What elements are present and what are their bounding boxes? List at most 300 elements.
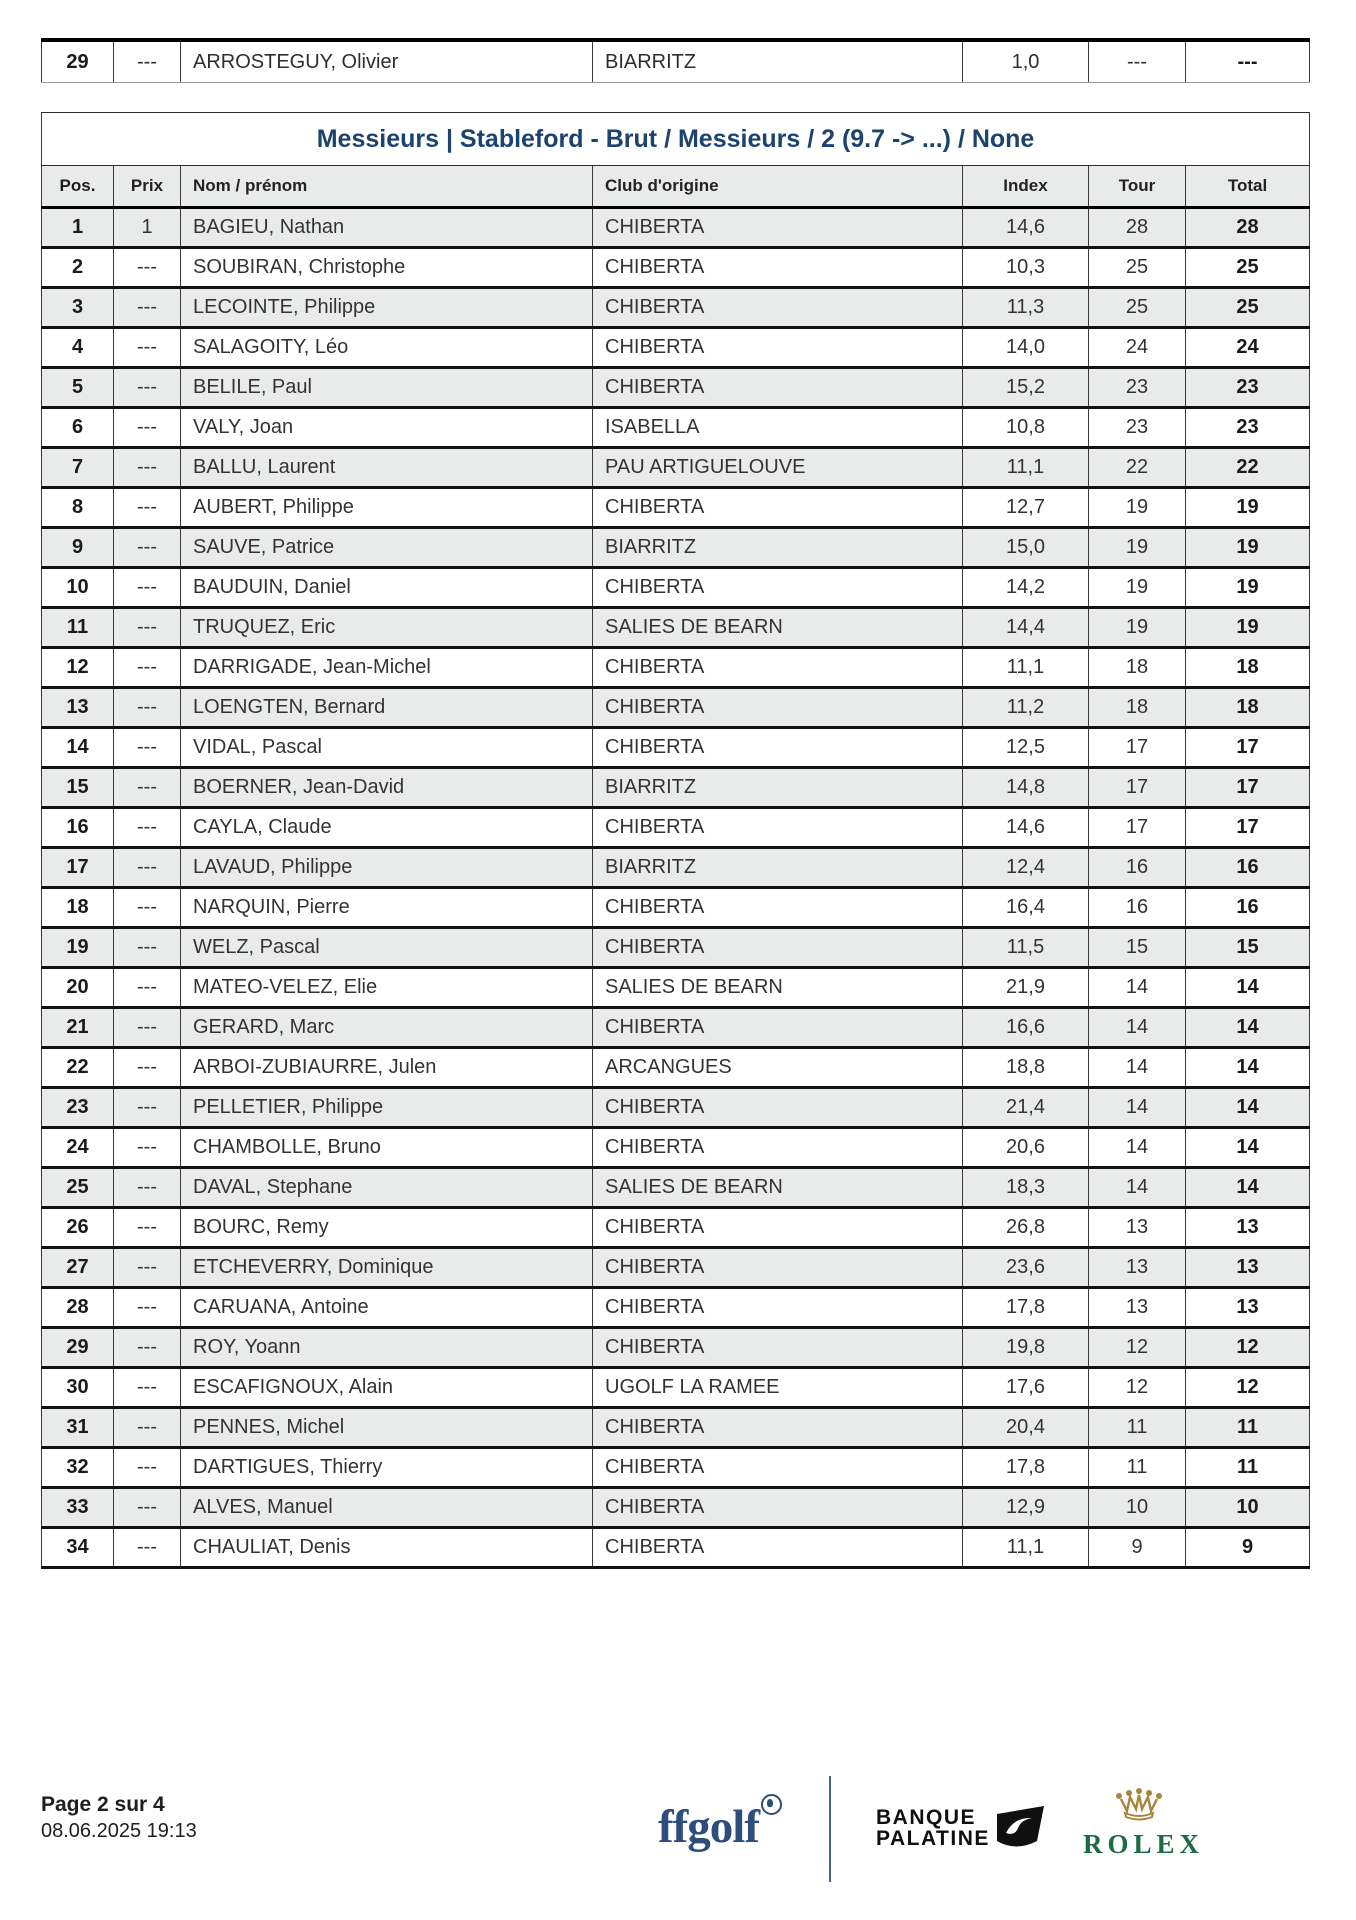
prix-cell: --- (114, 488, 181, 528)
tour-cell: 25 (1089, 248, 1186, 288)
prix-cell: --- (114, 1488, 181, 1528)
total-cell: 16 (1186, 848, 1310, 888)
table-row (42, 40, 1310, 83)
table-row (42, 1528, 1310, 1568)
total-cell: 19 (1186, 528, 1310, 568)
index-cell: 11,5 (963, 928, 1089, 968)
club-cell: CHIBERTA (593, 1248, 963, 1288)
club-cell: BIARRITZ (593, 848, 963, 888)
club-cell: CHIBERTA (593, 1088, 963, 1128)
total-cell: 14 (1186, 968, 1310, 1008)
index-cell: 20,6 (963, 1128, 1089, 1168)
tour-cell: 17 (1089, 728, 1186, 768)
pos-cell: 33 (42, 1488, 114, 1528)
tour-cell: 19 (1089, 488, 1186, 528)
pos-cell: 15 (42, 768, 114, 808)
prix-cell: --- (114, 448, 181, 488)
prix-cell: 1 (114, 208, 181, 248)
previous-ranking-table (41, 38, 1310, 83)
pos-cell: 4 (42, 328, 114, 368)
index-cell: 16,6 (963, 1008, 1089, 1048)
tour-cell: 24 (1089, 328, 1186, 368)
prix-cell: --- (114, 648, 181, 688)
total-cell: 14 (1186, 1168, 1310, 1208)
prix-cell: --- (114, 608, 181, 648)
pos-cell: 19 (42, 928, 114, 968)
index-cell: 10,3 (963, 248, 1089, 288)
club-cell: SALIES DE BEARN (593, 608, 963, 648)
prix-cell: --- (114, 248, 181, 288)
tour-cell: 13 (1089, 1288, 1186, 1328)
table-row (42, 1408, 1310, 1448)
table-row (42, 808, 1310, 848)
index-cell: 14,8 (963, 768, 1089, 808)
tour-cell: 17 (1089, 768, 1186, 808)
tour-cell: 12 (1089, 1368, 1186, 1408)
pos-cell: 28 (42, 1288, 114, 1328)
club-cell: CHIBERTA (593, 1008, 963, 1048)
table-row (42, 248, 1310, 288)
index-cell: 14,0 (963, 328, 1089, 368)
prix-cell: --- (114, 728, 181, 768)
tour-cell: 23 (1089, 368, 1186, 408)
total-cell: 12 (1186, 1328, 1310, 1368)
index-cell: 12,9 (963, 1488, 1089, 1528)
total-cell: 25 (1186, 248, 1310, 288)
header-index: Index (963, 166, 1089, 208)
tour-cell: 15 (1089, 928, 1186, 968)
tour-cell: 9 (1089, 1528, 1186, 1568)
pos-cell: 32 (42, 1448, 114, 1488)
club-cell: CHIBERTA (593, 888, 963, 928)
name-cell: DAVAL, Stephane (181, 1168, 593, 1208)
table-row (42, 408, 1310, 448)
total-cell: 23 (1186, 368, 1310, 408)
index-cell: 12,4 (963, 848, 1089, 888)
name-cell: GERARD, Marc (181, 1008, 593, 1048)
total-cell: 10 (1186, 1488, 1310, 1528)
club-cell: UGOLF LA RAMEE (593, 1368, 963, 1408)
name-cell: ALVES, Manuel (181, 1488, 593, 1528)
pos-cell: 12 (42, 648, 114, 688)
tour-cell: 12 (1089, 1328, 1186, 1368)
prix-cell: --- (114, 1008, 181, 1048)
index-cell: 18,8 (963, 1048, 1089, 1088)
index-cell: 14,4 (963, 608, 1089, 648)
pos-cell: 29 (42, 40, 114, 83)
name-cell: LOENGTEN, Bernard (181, 688, 593, 728)
total-cell: 25 (1186, 288, 1310, 328)
tour-cell: 22 (1089, 448, 1186, 488)
ffgolf-logo (620, 1800, 820, 1854)
index-cell: 15,0 (963, 528, 1089, 568)
name-cell: ARROSTEGUY, Olivier (181, 40, 593, 83)
tour-cell: 13 (1089, 1208, 1186, 1248)
index-cell: 26,8 (963, 1208, 1089, 1248)
table-row (42, 608, 1310, 648)
prix-cell: --- (114, 1208, 181, 1248)
index-cell: 15,2 (963, 368, 1089, 408)
prix-cell: --- (114, 368, 181, 408)
name-cell: LAVAUD, Philippe (181, 848, 593, 888)
prix-cell: --- (114, 968, 181, 1008)
table-row (42, 888, 1310, 928)
table-row (42, 688, 1310, 728)
name-cell: BAGIEU, Nathan (181, 208, 593, 248)
tour-cell: 14 (1089, 1168, 1186, 1208)
table-row (42, 488, 1310, 528)
name-cell: BELILE, Paul (181, 368, 593, 408)
name-cell: CAYLA, Claude (181, 808, 593, 848)
page-info (41, 1792, 197, 1844)
index-cell: 11,2 (963, 688, 1089, 728)
index-cell: 21,9 (963, 968, 1089, 1008)
name-cell: ARBOI-ZUBIAURRE, Julen (181, 1048, 593, 1088)
club-cell: CHIBERTA (593, 1288, 963, 1328)
table-row (42, 928, 1310, 968)
total-cell: 28 (1186, 208, 1310, 248)
pos-cell: 3 (42, 288, 114, 328)
club-cell: CHIBERTA (593, 808, 963, 848)
prix-cell: --- (114, 568, 181, 608)
tour-cell: 14 (1089, 1128, 1186, 1168)
pos-cell: 2 (42, 248, 114, 288)
table-row (42, 728, 1310, 768)
name-cell: BALLU, Laurent (181, 448, 593, 488)
footer-divider (829, 1776, 831, 1882)
club-cell: ARCANGUES (593, 1048, 963, 1088)
tour-cell: 10 (1089, 1488, 1186, 1528)
prix-cell: --- (114, 528, 181, 568)
pos-cell: 30 (42, 1368, 114, 1408)
tour-cell: 25 (1089, 288, 1186, 328)
prix-cell: --- (114, 808, 181, 848)
prix-cell: --- (114, 288, 181, 328)
prix-cell: --- (114, 1368, 181, 1408)
table-row (42, 1088, 1310, 1128)
tour-cell: 16 (1089, 848, 1186, 888)
total-cell: 12 (1186, 1368, 1310, 1408)
table-header-row (42, 166, 1310, 208)
index-cell: 21,4 (963, 1088, 1089, 1128)
total-cell: 17 (1186, 768, 1310, 808)
pos-cell: 21 (42, 1008, 114, 1048)
prix-cell: --- (114, 328, 181, 368)
tour-cell: 13 (1089, 1248, 1186, 1288)
banque-palatine-horse-icon (994, 1805, 1046, 1851)
prix-cell: --- (114, 1248, 181, 1288)
header-club: Club d'origine (593, 166, 963, 208)
tour-cell: 11 (1089, 1448, 1186, 1488)
index-cell: 17,8 (963, 1448, 1089, 1488)
prix-cell: --- (114, 1528, 181, 1568)
tour-cell: 23 (1089, 408, 1186, 448)
name-cell: WELZ, Pascal (181, 928, 593, 968)
name-cell: AUBERT, Philippe (181, 488, 593, 528)
total-cell: 14 (1186, 1008, 1310, 1048)
banque-word: BANQUE (876, 1806, 977, 1829)
pos-cell: 9 (42, 528, 114, 568)
total-cell: 13 (1186, 1208, 1310, 1248)
index-cell: 11,1 (963, 448, 1089, 488)
club-cell: CHIBERTA (593, 488, 963, 528)
prix-cell: --- (114, 1408, 181, 1448)
prix-cell: --- (114, 768, 181, 808)
name-cell: VIDAL, Pascal (181, 728, 593, 768)
pos-cell: 13 (42, 688, 114, 728)
total-cell: 19 (1186, 568, 1310, 608)
tour-cell: 19 (1089, 528, 1186, 568)
prix-cell: --- (114, 1328, 181, 1368)
club-cell: CHIBERTA (593, 1528, 963, 1568)
club-cell: CHIBERTA (593, 208, 963, 248)
pos-cell: 1 (42, 208, 114, 248)
name-cell: DARRIGADE, Jean-Michel (181, 648, 593, 688)
pos-cell: 29 (42, 1328, 114, 1368)
pos-cell: 8 (42, 488, 114, 528)
tour-cell: 18 (1089, 648, 1186, 688)
prix-cell: --- (114, 1288, 181, 1328)
name-cell: ESCAFIGNOUX, Alain (181, 1368, 593, 1408)
tour-cell: 14 (1089, 968, 1186, 1008)
ffgolf-registered-icon (761, 1794, 782, 1815)
total-cell: 14 (1186, 1128, 1310, 1168)
name-cell: SOUBIRAN, Christophe (181, 248, 593, 288)
club-cell: CHIBERTA (593, 728, 963, 768)
name-cell: BOERNER, Jean-David (181, 768, 593, 808)
banque-palatine-logo (876, 1805, 1046, 1851)
index-cell: 14,6 (963, 808, 1089, 848)
ranking-table (41, 112, 1310, 1569)
tour-cell: 14 (1089, 1088, 1186, 1128)
total-cell: 11 (1186, 1448, 1310, 1488)
table-row (42, 648, 1310, 688)
table-row (42, 288, 1310, 328)
pos-cell: 6 (42, 408, 114, 448)
club-cell: CHIBERTA (593, 288, 963, 328)
tour-cell: 28 (1089, 208, 1186, 248)
pos-cell: 23 (42, 1088, 114, 1128)
name-cell: CHAULIAT, Denis (181, 1528, 593, 1568)
prix-cell: --- (114, 688, 181, 728)
rolex-logo (1083, 1788, 1205, 1860)
index-cell: 16,4 (963, 888, 1089, 928)
table-row (42, 1008, 1310, 1048)
table-row (42, 528, 1310, 568)
tour-cell: 18 (1089, 688, 1186, 728)
header-prix: Prix (114, 166, 181, 208)
table-row (42, 1048, 1310, 1088)
pos-cell: 20 (42, 968, 114, 1008)
name-cell: PENNES, Michel (181, 1408, 593, 1448)
table-row (42, 328, 1310, 368)
name-cell: CARUANA, Antoine (181, 1288, 593, 1328)
club-cell: BIARRITZ (593, 528, 963, 568)
table-row (42, 1488, 1310, 1528)
table-row (42, 768, 1310, 808)
pos-cell: 5 (42, 368, 114, 408)
total-cell: 18 (1186, 648, 1310, 688)
table-row (42, 568, 1310, 608)
prix-cell: --- (114, 928, 181, 968)
pos-cell: 31 (42, 1408, 114, 1448)
total-cell: 18 (1186, 688, 1310, 728)
index-cell: 11,1 (963, 1528, 1089, 1568)
total-cell: 16 (1186, 888, 1310, 928)
print-timestamp: 08.06.2025 19:13 (41, 1820, 197, 1842)
prix-cell: --- (114, 40, 181, 83)
pos-cell: 17 (42, 848, 114, 888)
total-cell: 17 (1186, 808, 1310, 848)
club-cell: CHIBERTA (593, 1488, 963, 1528)
index-cell: 20,4 (963, 1408, 1089, 1448)
club-cell: CHIBERTA (593, 1328, 963, 1368)
total-cell: 14 (1186, 1088, 1310, 1128)
pos-cell: 24 (42, 1128, 114, 1168)
header-pos: Pos. (42, 166, 114, 208)
index-cell: 11,3 (963, 288, 1089, 328)
name-cell: DARTIGUES, Thierry (181, 1448, 593, 1488)
club-cell: BIARRITZ (593, 768, 963, 808)
pos-cell: 18 (42, 888, 114, 928)
name-cell: TRUQUEZ, Eric (181, 608, 593, 648)
name-cell: ETCHEVERRY, Dominique (181, 1248, 593, 1288)
club-cell: CHIBERTA (593, 368, 963, 408)
index-cell: 14,2 (963, 568, 1089, 608)
total-cell: 11 (1186, 1408, 1310, 1448)
header-tour: Tour (1089, 166, 1186, 208)
name-cell: PELLETIER, Philippe (181, 1088, 593, 1128)
index-cell: 10,8 (963, 408, 1089, 448)
name-cell: VALY, Joan (181, 408, 593, 448)
club-cell: BIARRITZ (593, 40, 963, 83)
total-cell: --- (1186, 40, 1310, 83)
pos-cell: 14 (42, 728, 114, 768)
tour-cell: --- (1089, 40, 1186, 83)
index-cell: 14,6 (963, 208, 1089, 248)
index-cell: 23,6 (963, 1248, 1089, 1288)
table-row (42, 848, 1310, 888)
pos-cell: 34 (42, 1528, 114, 1568)
table-title-row (42, 113, 1310, 166)
index-cell: 17,6 (963, 1368, 1089, 1408)
index-cell: 11,1 (963, 648, 1089, 688)
pos-cell: 7 (42, 448, 114, 488)
name-cell: CHAMBOLLE, Bruno (181, 1128, 593, 1168)
table-row (42, 1328, 1310, 1368)
table-row (42, 368, 1310, 408)
total-cell: 15 (1186, 928, 1310, 968)
club-cell: CHIBERTA (593, 568, 963, 608)
pos-cell: 22 (42, 1048, 114, 1088)
table-row (42, 1128, 1310, 1168)
prix-cell: --- (114, 408, 181, 448)
tour-cell: 14 (1089, 1008, 1186, 1048)
page-number: Page 2 sur 4 (41, 1793, 165, 1816)
club-cell: CHIBERTA (593, 1128, 963, 1168)
rolex-wordmark: ROLEX (1083, 1829, 1205, 1859)
main-table-body (42, 208, 1310, 1568)
club-cell: SALIES DE BEARN (593, 1168, 963, 1208)
pos-cell: 25 (42, 1168, 114, 1208)
name-cell: LECOINTE, Philippe (181, 288, 593, 328)
club-cell: CHIBERTA (593, 648, 963, 688)
index-cell: 17,8 (963, 1288, 1089, 1328)
tour-cell: 19 (1089, 608, 1186, 648)
name-cell: NARQUIN, Pierre (181, 888, 593, 928)
name-cell: ROY, Yoann (181, 1328, 593, 1368)
index-cell: 12,7 (963, 488, 1089, 528)
club-cell: CHIBERTA (593, 1208, 963, 1248)
club-cell: CHIBERTA (593, 1448, 963, 1488)
tour-cell: 14 (1089, 1048, 1186, 1088)
total-cell: 19 (1186, 488, 1310, 528)
name-cell: BOURC, Remy (181, 1208, 593, 1248)
index-cell: 18,3 (963, 1168, 1089, 1208)
table-row (42, 1208, 1310, 1248)
club-cell: CHIBERTA (593, 928, 963, 968)
prix-cell: --- (114, 1448, 181, 1488)
tour-cell: 16 (1089, 888, 1186, 928)
tour-cell: 19 (1089, 568, 1186, 608)
table-row (42, 208, 1310, 248)
table-row (42, 1168, 1310, 1208)
tour-cell: 17 (1089, 808, 1186, 848)
table-row (42, 968, 1310, 1008)
club-cell: ISABELLA (593, 408, 963, 448)
prix-cell: --- (114, 1088, 181, 1128)
palatine-word: PALATINE (876, 1827, 990, 1850)
rolex-crown-icon (1110, 1788, 1168, 1822)
club-cell: CHIBERTA (593, 248, 963, 288)
total-cell: 19 (1186, 608, 1310, 648)
tour-cell: 11 (1089, 1408, 1186, 1448)
total-cell: 13 (1186, 1248, 1310, 1288)
prix-cell: --- (114, 1168, 181, 1208)
total-cell: 24 (1186, 328, 1310, 368)
total-cell: 13 (1186, 1288, 1310, 1328)
total-cell: 22 (1186, 448, 1310, 488)
prix-cell: --- (114, 888, 181, 928)
header-total: Total (1186, 166, 1310, 208)
table-row (42, 1288, 1310, 1328)
total-cell: 23 (1186, 408, 1310, 448)
name-cell: SAUVE, Patrice (181, 528, 593, 568)
total-cell: 14 (1186, 1048, 1310, 1088)
name-cell: BAUDUIN, Daniel (181, 568, 593, 608)
table-row (42, 448, 1310, 488)
club-cell: CHIBERTA (593, 1408, 963, 1448)
pos-cell: 10 (42, 568, 114, 608)
ffgolf-wordmark: ffgolf (657, 1801, 759, 1853)
index-cell: 12,5 (963, 728, 1089, 768)
header-name: Nom / prénom (181, 166, 593, 208)
club-cell: PAU ARTIGUELOUVE (593, 448, 963, 488)
table-row (42, 1368, 1310, 1408)
table-row (42, 1448, 1310, 1488)
index-cell: 1,0 (963, 40, 1089, 83)
name-cell: MATEO-VELEZ, Elie (181, 968, 593, 1008)
pos-cell: 27 (42, 1248, 114, 1288)
club-cell: CHIBERTA (593, 328, 963, 368)
club-cell: SALIES DE BEARN (593, 968, 963, 1008)
prix-cell: --- (114, 848, 181, 888)
pos-cell: 26 (42, 1208, 114, 1248)
pos-cell: 16 (42, 808, 114, 848)
pos-cell: 11 (42, 608, 114, 648)
name-cell: SALAGOITY, Léo (181, 328, 593, 368)
prix-cell: --- (114, 1128, 181, 1168)
